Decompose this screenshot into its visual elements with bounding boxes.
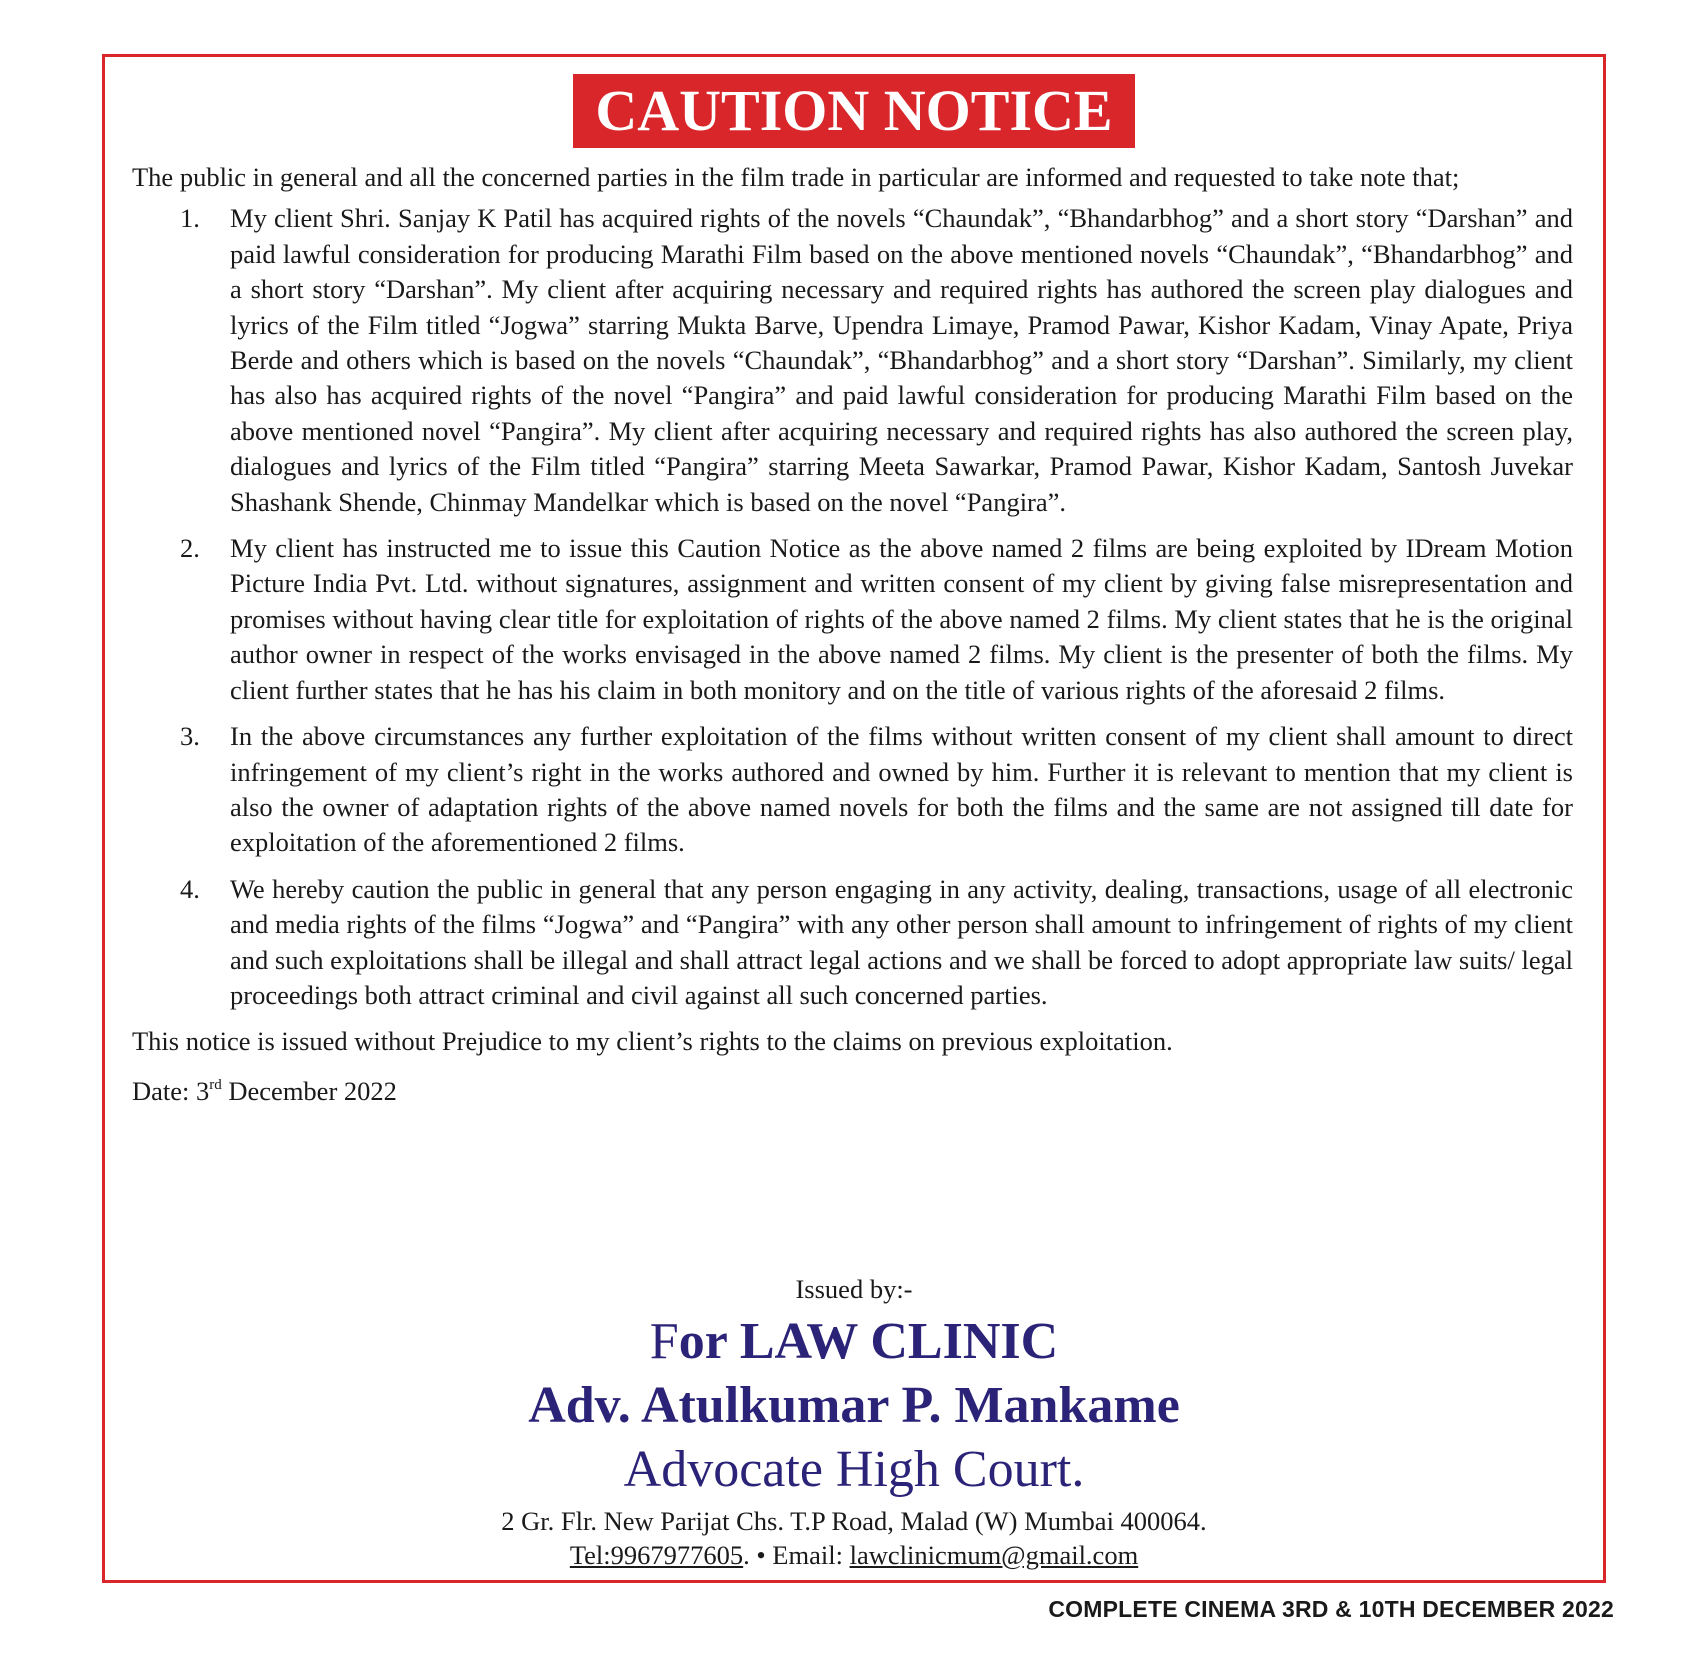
closing-paragraph: This notice is issued without Prejudice to my client’s rights to the claims on previous exploitation. bbox=[132, 1026, 1173, 1057]
notice-date bbox=[132, 1074, 1573, 1109]
item-text: We hereby caution the public in general that any person engaging in any activity, dealing, transactions, usage of all electronic and media rights of the films “Jogwa” and “Pangira” with any other person shall amount to infringement of rights of my client and such exploitations shall be illegal and shall attract legal actions and we shall be forced to adopt appropriate law suits/ legal proceedings both attract criminal and civil against all such concerned parties. bbox=[230, 873, 1573, 1010]
advocate-title: Advocate High Court. bbox=[623, 1441, 1085, 1498]
item-number: 1. bbox=[180, 203, 200, 234]
item-number: 2. bbox=[180, 533, 200, 564]
issued-by-label: Issued by:- bbox=[795, 1274, 913, 1304]
notice-border bbox=[102, 54, 1606, 1583]
issuer-address: 2 Gr. Flr. New Parijat Chs. T.P Road, Malad (W) Mumbai 400064. bbox=[501, 1506, 1207, 1536]
item-text: In the above circumstances any further exploitation of the films without written consent of my client shall amount to direct infringement of my client’s right in the works authored and owned by him. Further it is relevant to mention that my client is also the owner of adaptation rights of the above named novels for both the films and the same are not assigned till date for exploitation of the aforementioned 2 films. bbox=[230, 721, 1573, 858]
firm-initial: F bbox=[649, 1313, 679, 1370]
item-text: My client has instructed me to issue this Caution Notice as the above named 2 films are being exploited by IDream Motion Picture India Pvt. Ltd. without signatures, assignment and written consent of my client by giving false misrepresentation and promises without having clear title for exploitation of rights of the above named 2 films. My client states that he is the original author owner in respect of the works envisaged in the above named 2 films. My client is the presenter of both the films. My client further states that he has his claim in both monitory and on the title of various rights of the aforesaid 2 films. bbox=[230, 533, 1573, 705]
issuer-block bbox=[105, 1272, 1603, 1572]
issuer-contact bbox=[105, 1538, 1603, 1572]
contact-separator: . • Email: bbox=[743, 1540, 850, 1570]
list-item bbox=[132, 872, 1573, 1014]
item-number: 4. bbox=[180, 873, 200, 904]
date-suffix: December 2022 bbox=[221, 1075, 397, 1106]
list-item bbox=[132, 719, 1573, 861]
date-ordinal: rd bbox=[209, 1076, 222, 1093]
list-item bbox=[132, 201, 1573, 520]
firm-name bbox=[105, 1310, 1603, 1374]
list-item bbox=[132, 531, 1573, 708]
phone-link[interactable]: Tel:9967977605 bbox=[569, 1540, 744, 1570]
publication-footer: COMPLETE CINEMA 3RD & 10TH DECEMBER 2022 bbox=[1048, 1596, 1614, 1622]
notice-body bbox=[132, 160, 1573, 1109]
notice-title: CAUTION NOTICE bbox=[573, 74, 1134, 148]
intro-paragraph: The public in general and all the concerned parties in the film trade in particular are informed and requested to take note that; bbox=[132, 162, 1460, 192]
advocate-name: Adv. Atulkumar P. Mankame bbox=[528, 1377, 1180, 1434]
date-prefix: Date: 3 bbox=[132, 1075, 210, 1106]
item-text: My client Shri. Sanjay K Patil has acquired rights of the novels “Chaundak”, “Bhandarbhog” and a short story “Darshan” and paid lawful consideration for producing Marathi Film based on the above mentioned novels “Chaundak”, “Bhandarbhog” and a short story “Darshan”. My client after acquiring necessary and required rights has authored the screen play dialogues and lyrics of the Film titled “Jogwa” starring Mukta Barve, Upendra Limaye, Pramod Pawar, Kishor Kadam, Vinay Apate, Priya Berde and others which is based on the novels “Chaundak”, “Bhandarbhog” and a short story “Darshan”. Similarly, my client has also has acquired rights of the novel “Pangira” and paid lawful consideration for producing Marathi Film based on the above mentioned novel “Pangira”. My client after acquiring necessary and required rights has also authored the screen play, dialogues and lyrics of the Film titled “Pangira” starring Meeta Sawarkar, Pramod Pawar, Kishor Kadam, Santosh Juvekar Shashank Shende, Chinmay Mandelkar which is based on the novel “Pangira”. bbox=[230, 203, 1573, 517]
firm-rest: or LAW CLINIC bbox=[678, 1313, 1059, 1370]
email-link[interactable]: lawclinicmum@gmail.com bbox=[849, 1540, 1139, 1570]
notice-items bbox=[132, 201, 1573, 1013]
item-number: 3. bbox=[180, 721, 200, 752]
title-banner bbox=[105, 74, 1603, 148]
